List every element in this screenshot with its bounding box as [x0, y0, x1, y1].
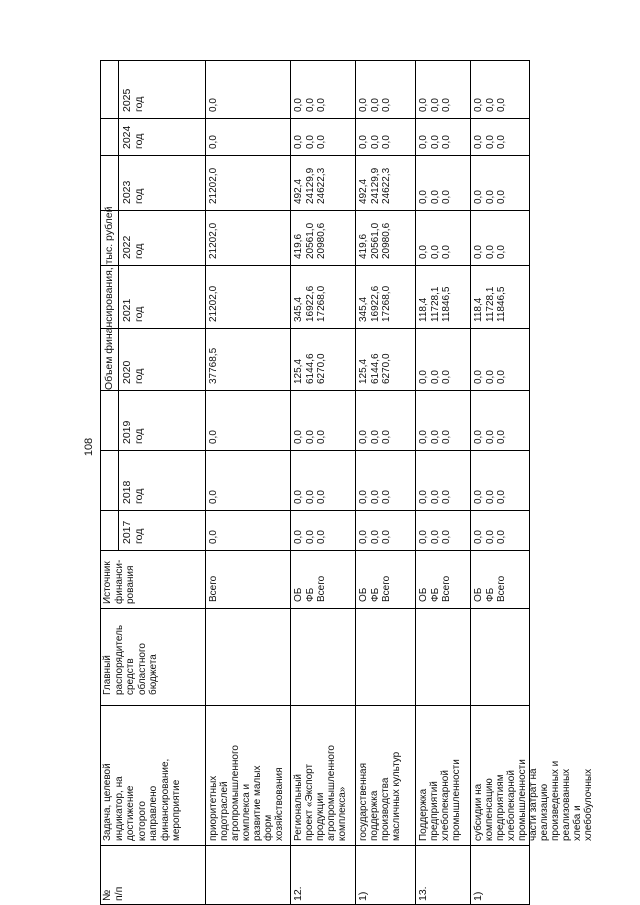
row-0-value-0-3: 37768,5 [208, 347, 219, 384]
row-2-source-0: ОБ [358, 587, 369, 602]
table-rule [100, 210, 530, 211]
row-1-source-2: Всего [316, 575, 327, 602]
row-1-no: 12. [292, 886, 304, 901]
header-year-0: 2017 год [121, 520, 145, 544]
row-4-value-1-5: 0,0 [484, 245, 496, 259]
row-3-value-2-6: 0,0 [441, 190, 452, 204]
row-4-value-2-8: 0,0 [496, 98, 507, 112]
row-4-value-1-2: 0,0 [484, 430, 496, 444]
row-4-value-2-5: 0,0 [496, 245, 507, 259]
header-year-5: 2022 год [121, 235, 145, 259]
header-source: Источник финанси- рования [102, 559, 136, 604]
row-3-value-0-8: 0,0 [418, 98, 429, 112]
row-3-value-1-8: 0,0 [429, 98, 441, 112]
row-3-value-0-5: 0,0 [418, 245, 429, 259]
row-1-value-2-8: 0,0 [316, 98, 327, 112]
table-rule [100, 118, 530, 119]
row-4-value-0-3: 0,0 [473, 370, 484, 384]
row-1-value-2-7: 0,0 [316, 135, 327, 149]
row-4-value-1-0: 0,0 [484, 530, 496, 544]
row-0-value-0-7: 0,0 [208, 135, 219, 149]
row-2-value-2-2: 0,0 [381, 430, 392, 444]
row-0-value-0-5: 21202,0 [208, 222, 219, 259]
row-1-value-2-3: 6270,0 [316, 353, 327, 384]
row-2-value-1-4: 16922,6 [369, 285, 381, 322]
row-1-value-2-6: 24622,3 [316, 167, 327, 204]
table-rule [100, 60, 101, 905]
row-1-source-1: ФБ [304, 587, 316, 602]
row-4-value-2-6: 0,0 [496, 190, 507, 204]
row-3-value-1-4: 11728,1 [429, 286, 441, 322]
row-1-value-0-4: 345,4 [293, 296, 304, 322]
header-no: № п/п [101, 886, 125, 901]
row-1-value-1-7: 0,0 [304, 135, 316, 149]
row-0-value-0-2: 0,0 [208, 430, 219, 444]
row-1-value-1-8: 0,0 [304, 98, 316, 112]
header-year-2: 2019 год [121, 420, 145, 444]
row-1-value-1-1: 0,0 [304, 490, 316, 504]
row-4-value-2-7: 0,0 [496, 135, 507, 149]
row-4-value-1-6: 0,0 [484, 190, 496, 204]
row-2-value-0-7: 0,0 [358, 135, 369, 149]
row-2-value-0-4: 345,4 [358, 296, 369, 322]
row-4-value-2-3: 0,0 [496, 370, 507, 384]
table-rule [100, 265, 530, 266]
row-2-value-2-4: 17268,0 [381, 285, 392, 322]
header-task: Задача, целевой индикатор, на достижение которого направлено финансирование, мероприятие [102, 758, 182, 841]
row-3-value-0-3: 0,0 [418, 370, 429, 384]
row-2-value-2-1: 0,0 [381, 490, 392, 504]
row-3-value-0-1: 0,0 [418, 490, 429, 504]
row-0-value-0-8: 0,0 [208, 98, 219, 112]
header-year-8: 2025 год [121, 88, 145, 112]
row-2-value-1-0: 0,0 [369, 530, 381, 544]
row-3-source-1: ФБ [429, 587, 441, 602]
row-1-value-1-6: 24129,9 [304, 167, 316, 204]
row-4-value-0-5: 0,0 [473, 245, 484, 259]
row-3-value-1-5: 0,0 [429, 245, 441, 259]
row-1-value-0-1: 0,0 [293, 490, 304, 504]
table-rule [100, 510, 530, 511]
row-4-value-1-1: 0,0 [484, 490, 496, 504]
row-4-source-1: ФБ [484, 587, 496, 602]
row-3-task: Поддержка предприятий хлебопекарной промышленности [418, 759, 462, 841]
row-3-source-0: ОБ [418, 587, 429, 602]
row-0-value-0-6: 21202,0 [208, 167, 219, 204]
row-1-value-0-7: 0,0 [293, 135, 304, 149]
table-rule [100, 155, 530, 156]
row-4-value-0-1: 0,0 [473, 490, 484, 504]
row-1-task: Региональный проект «Экспорт продукции агропромышленного комплекса» [293, 745, 348, 841]
row-2-value-2-7: 0,0 [381, 135, 392, 149]
header-year-4: 2021 год [121, 298, 145, 322]
row-4-value-2-4: 11846,5 [496, 286, 507, 322]
row-2-value-2-6: 24622,3 [381, 167, 392, 204]
row-3-value-2-3: 0,0 [441, 370, 452, 384]
table-rule [470, 60, 471, 905]
row-1-value-1-3: 6144,6 [304, 353, 316, 384]
row-2-task: государственная поддержка производства масличных культур [358, 751, 402, 841]
row-3-value-1-1: 0,0 [429, 490, 441, 504]
row-2-value-0-6: 492,4 [358, 178, 369, 204]
row-2-value-1-1: 0,0 [369, 490, 381, 504]
row-2-value-0-8: 0,0 [358, 98, 369, 112]
row-2-source-2: Всего [381, 575, 392, 602]
row-0-value-0-1: 0,0 [208, 490, 219, 504]
row-1-value-1-2: 0,0 [304, 430, 316, 444]
row-3-value-1-6: 0,0 [429, 190, 441, 204]
row-3-value-1-0: 0,0 [429, 530, 441, 544]
table-rule [100, 60, 530, 61]
table-rule [290, 60, 291, 905]
row-2-value-1-7: 0,0 [369, 135, 381, 149]
row-3-value-0-2: 0,0 [418, 430, 429, 444]
row-2-value-1-2: 0,0 [369, 430, 381, 444]
row-3-value-2-5: 0,0 [441, 245, 452, 259]
row-4-value-2-0: 0,0 [496, 530, 507, 544]
row-4-value-2-2: 0,0 [496, 430, 507, 444]
row-2-value-0-2: 0,0 [358, 430, 369, 444]
row-4-value-1-8: 0,0 [484, 98, 496, 112]
row-3-value-2-2: 0,0 [441, 430, 452, 444]
row-4-task: субсидии на компенсацию предприятиям хлебопекарной промышленности части затрат на реализацию произведенных и реализованных хлеба и хлебобулочных [473, 759, 594, 841]
row-2-value-0-0: 0,0 [358, 530, 369, 544]
row-1-value-0-6: 492,4 [293, 178, 304, 204]
row-3-value-1-2: 0,0 [429, 430, 441, 444]
header-year-3: 2020 год [121, 360, 145, 384]
row-1-value-2-0: 0,0 [316, 530, 327, 544]
page-number: 108 [83, 437, 95, 457]
table-rule [355, 60, 356, 905]
row-1-value-1-0: 0,0 [304, 530, 316, 544]
row-4-value-0-6: 0,0 [473, 190, 484, 204]
row-1-value-0-2: 0,0 [293, 430, 304, 444]
row-2-no: 1) [357, 891, 369, 901]
table-rule [118, 60, 119, 550]
row-2-value-1-8: 0,0 [369, 98, 381, 112]
row-2-value-2-8: 0,0 [381, 98, 392, 112]
row-1-value-0-8: 0,0 [293, 98, 304, 112]
row-1-value-1-5: 20561,0 [304, 222, 316, 259]
row-2-value-2-3: 6270,0 [381, 353, 392, 384]
header-year-7: 2024 год [121, 125, 145, 149]
row-1-value-1-4: 16922,6 [304, 285, 316, 322]
row-2-source-1: ФБ [369, 587, 381, 602]
header-volume: Объем финансирования, тыс. рублей [103, 206, 115, 390]
row-4-value-0-0: 0,0 [473, 530, 484, 544]
row-3-value-2-0: 0,0 [441, 530, 452, 544]
row-3-value-0-6: 0,0 [418, 190, 429, 204]
table-rule [205, 60, 206, 905]
row-2-value-0-1: 0,0 [358, 490, 369, 504]
row-1-value-2-5: 20980,6 [316, 222, 327, 259]
row-3-value-0-4: 118,4 [418, 297, 429, 322]
table-rule [100, 705, 530, 706]
row-1-value-2-4: 17268,0 [316, 285, 327, 322]
row-2-value-2-5: 20980,6 [381, 222, 392, 259]
row-2-value-0-5: 419,6 [358, 233, 369, 259]
row-4-value-0-8: 0,0 [473, 98, 484, 112]
table-rule [415, 60, 416, 905]
row-0-task: приоритетных подотраслей агропромышленного комплекса и развитие малых форм хозяйствования [208, 745, 285, 841]
row-3-value-1-7: 0,0 [429, 135, 441, 149]
row-3-value-2-7: 0,0 [441, 135, 452, 149]
row-2-value-2-0: 0,0 [381, 530, 392, 544]
row-4-value-1-4: 11728,1 [484, 286, 496, 322]
row-4-value-1-7: 0,0 [484, 135, 496, 149]
row-0-value-0-0: 0,0 [208, 530, 219, 544]
row-2-value-1-3: 6144,6 [369, 353, 381, 384]
row-4-value-0-7: 0,0 [473, 135, 484, 149]
row-4-no: 1) [472, 891, 484, 901]
row-1-value-0-5: 419,6 [293, 233, 304, 259]
table-rule [100, 450, 530, 451]
row-1-source-0: ОБ [293, 587, 304, 602]
row-1-value-2-2: 0,0 [316, 430, 327, 444]
row-3-no: 13. [417, 886, 429, 901]
row-4-source-2: Всего [496, 575, 507, 602]
financing-table [100, 60, 594, 905]
row-4-source-0: ОБ [473, 587, 484, 602]
row-2-value-1-5: 20561,0 [369, 222, 381, 259]
table-rule [100, 608, 530, 609]
row-3-value-2-1: 0,0 [441, 490, 452, 504]
row-4-value-0-2: 0,0 [473, 430, 484, 444]
row-3-value-0-0: 0,0 [418, 530, 429, 544]
table-rule [100, 845, 530, 846]
row-1-value-0-0: 0,0 [293, 530, 304, 544]
row-2-value-0-3: 125,4 [358, 358, 369, 384]
row-4-value-1-3: 0,0 [484, 370, 496, 384]
row-4-value-0-4: 118,4 [473, 297, 484, 322]
table-rule [100, 328, 530, 329]
row-3-source-2: Всего [441, 575, 452, 602]
header-distributor: Главный распорядитель средств областного бюджета [102, 624, 159, 695]
row-3-value-0-7: 0,0 [418, 135, 429, 149]
row-1-value-2-1: 0,0 [316, 490, 327, 504]
row-3-value-2-8: 0,0 [441, 98, 452, 112]
table-rule [100, 390, 530, 391]
header-year-1: 2018 год [121, 480, 145, 504]
table-rule [100, 550, 530, 551]
row-3-value-1-3: 0,0 [429, 370, 441, 384]
row-1-value-0-3: 125,4 [293, 358, 304, 384]
row-0-value-0-4: 21202,0 [208, 285, 219, 322]
row-3-value-2-4: 11846,5 [441, 286, 452, 322]
header-year-6: 2023 год [121, 180, 145, 204]
row-2-value-1-6: 24129,9 [369, 167, 381, 204]
row-4-value-2-1: 0,0 [496, 490, 507, 504]
row-0-source-0: Всего [208, 575, 219, 602]
